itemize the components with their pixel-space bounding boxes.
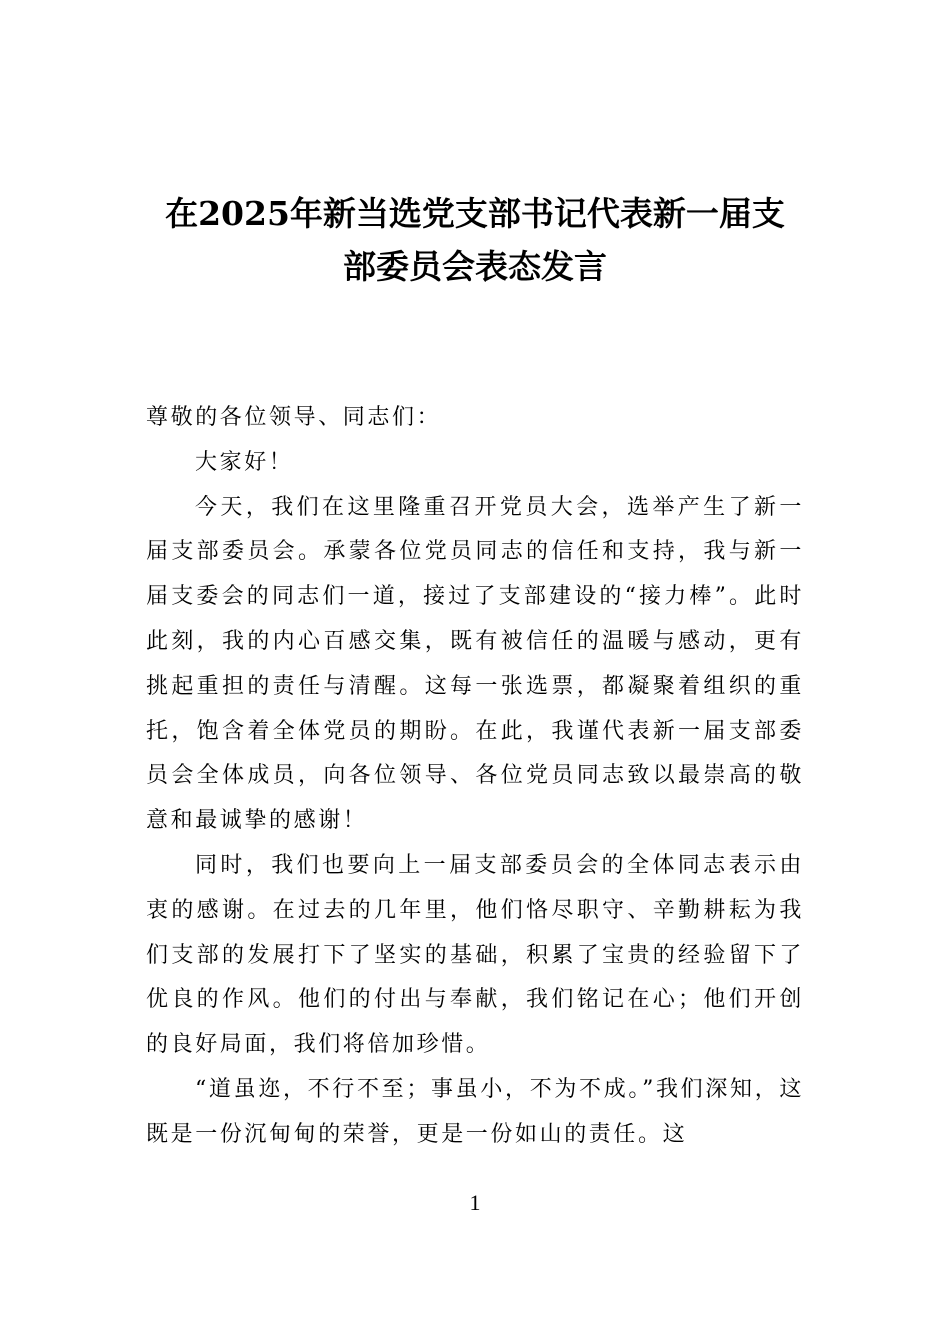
body-paragraph-3: “道虽迩，不行不至；事虽小，不为不成。”我们深知，这既是一份沉甸甸的荣誉，更是一份如山的责任。这: [146, 1076, 804, 1147]
title-line-1: 在2025年新当选党支部书记代表新一届支: [165, 194, 785, 233]
title-line-2: 部委员会表态发言: [343, 247, 607, 286]
body-paragraph-1: 今天，我们在这里隆重召开党员大会，选举产生了新一届支部委员会。承蒙各位党员同志的信任和支持，我与新一届支委会的同志们一道，接过了支部建设的“接力棒”。此时此刻，我的内心百感交集，既有被信任的温暖与感动，更有挑起重担的责任与清醒。这每一张选票，都凝聚着组织的重托，饱含着全体党员的期盼。在此，我谨代表新一届支部委员会全体成员，向各位领导、各位党员同志致以最崇高的敬意和最诚挚的感谢！: [146, 494, 804, 834]
page-number: 1: [469, 1190, 481, 1215]
document-title: [140, 187, 810, 293]
document-body: [146, 396, 804, 1158]
greeting-paragraph: 大家好！: [195, 449, 294, 475]
salutation: 尊敬的各位领导、同志们：: [146, 405, 442, 430]
body-paragraph-2: 同时，我们也要向上一届支部委员会的全体同志表示由衷的感谢。在过去的几年里，他们恪尽职守、辛勤耕耘为我们支部的发展打下了坚实的基础，积累了宝贵的经验留下了优良的作风。他们的付出与奉献，我们铭记在心；他们开创的良好局面，我们将倍加珍惜。: [146, 852, 804, 1058]
